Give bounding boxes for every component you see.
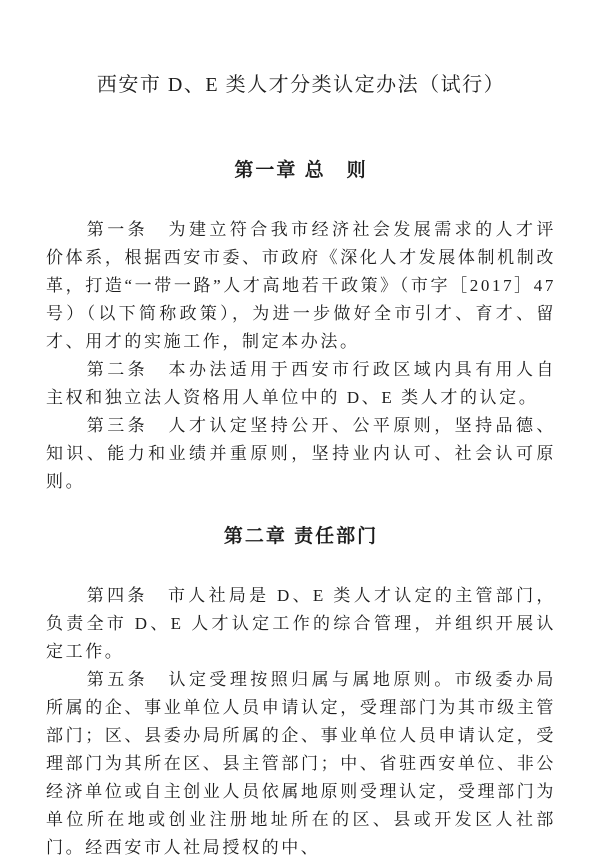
document-title: 西安市 D、E 类人才分类认定办法（试行） xyxy=(96,74,506,96)
paragraph-article-4: 第四条 市人社局是 D、E 类人才认定的主管部门，负责全市 D、E 人才认定工作的综合管理，并组织开展认定工作。 xyxy=(46,586,556,661)
paragraph-article-5: 第五条 认定受理按照归属与属地原则。市级委办局所属的企、事业单位人员申请认定，受理部门为其市级主管部门；区、县委办局所属的企、事业单位人员申请认定，受理部门为其所在区、县主管部门；中、省驻西安单位、非公经济单位或自主创业人员依属地原则受理认定，受理部门为单位所在地或创业注册地址所在的区、县或开发区人社部门。经西安市人社局授权的中、 xyxy=(46,670,556,857)
chapter-1-heading: 第一章 总 则 xyxy=(234,160,368,181)
paragraph-article-1: 第一条 为建立符合我市经济社会发展需求的人才评价体系，根据西安市委、市政府《深化人才发展体制机制改革，打造“一带一路”人才高地若干政策》（市字［2017］47 号）（以下简称政策），为进一步做好全市引才、育才、留才、用才的实施工作，制定本办法。 xyxy=(46,220,556,351)
chapter-2-heading: 第二章 责任部门 xyxy=(223,526,379,547)
paragraph-article-2: 第二条 本办法适用于西安市行政区域内具有用人自主权和独立法人资格用人单位中的 D、E 类人才的认定。 xyxy=(46,360,556,407)
paragraph-article-3: 第三条 人才认定坚持公开、公平原则，坚持品德、知识、能力和业绩并重原则，坚持业内认可、社会认可原则。 xyxy=(46,416,556,491)
